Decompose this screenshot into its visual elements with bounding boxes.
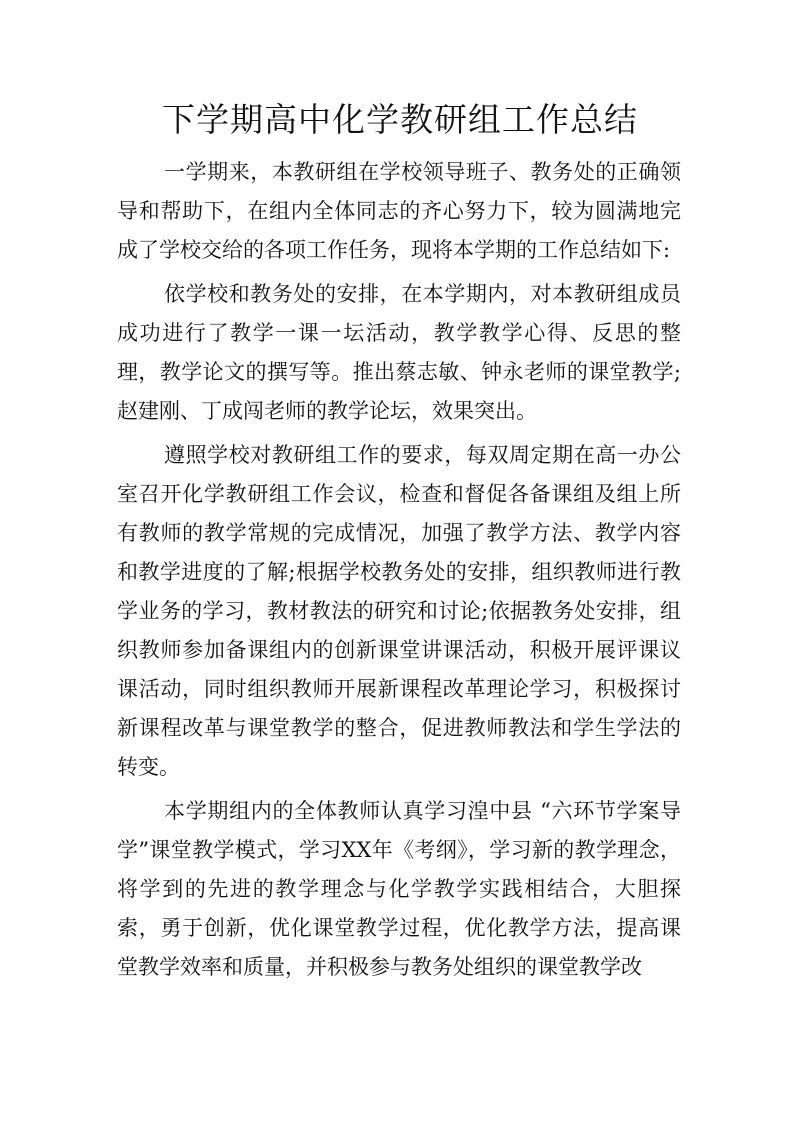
paragraph-intro: 一学期来，本教研组在学校领导班子、教务处的正确领导和帮助下，在组内全体同志的齐心努力下，较为圆满地完成了学校交给的各项工作任务，现将本学期的工作总结如下: <box>117 160 681 262</box>
document-body <box>117 153 681 987</box>
paragraph-meetings: 遵照学校对教研组工作的要求，每双周定期在高一办公室召开化学教研组工作会议，检查和督促各备课组及组上所有教师的教学常规的完成情况，加强了教学方法、教学内容和教学进度的了解;根据学校教务处的安排，组织教师进行教学业务的学习，教材教法的研究和讨论;依据教务处安排，组织教师参加备课组内的创新课堂讲课活动，积极开展评课议课活动，同时组织教师开展新课程改革理论学习，积极探讨新课程改革与课堂教学的整合，促进教师教法和学生学法的转变。 <box>117 443 681 779</box>
paragraph-activities: 依学校和教务处的安排，在本学期内，对本教研组成员成功进行了教学一课一坛活动，教学教学心得、反思的整理，教学论文的撰写等。推出蔡志敏、钟永老师的课堂教学;赵建刚、丁成闯老师的教学论坛，效果突出。 <box>117 282 681 423</box>
paragraph-teaching-model: 本学期组内的全体教师认真学习湟中县 “六环节学案导学”课堂教学模式，学习XX年《考纲》，学习新的教学理念，将学到的先进的教学理念与化学教学实践相结合，大胆探索，勇于创新，优化课堂教学过程，优化教学方法，提高课堂教学效率和质量，并积极参与教务处组织的课堂教学改 <box>117 799 681 979</box>
document-title: 下学期高中化学教研组工作总结 <box>162 100 638 139</box>
